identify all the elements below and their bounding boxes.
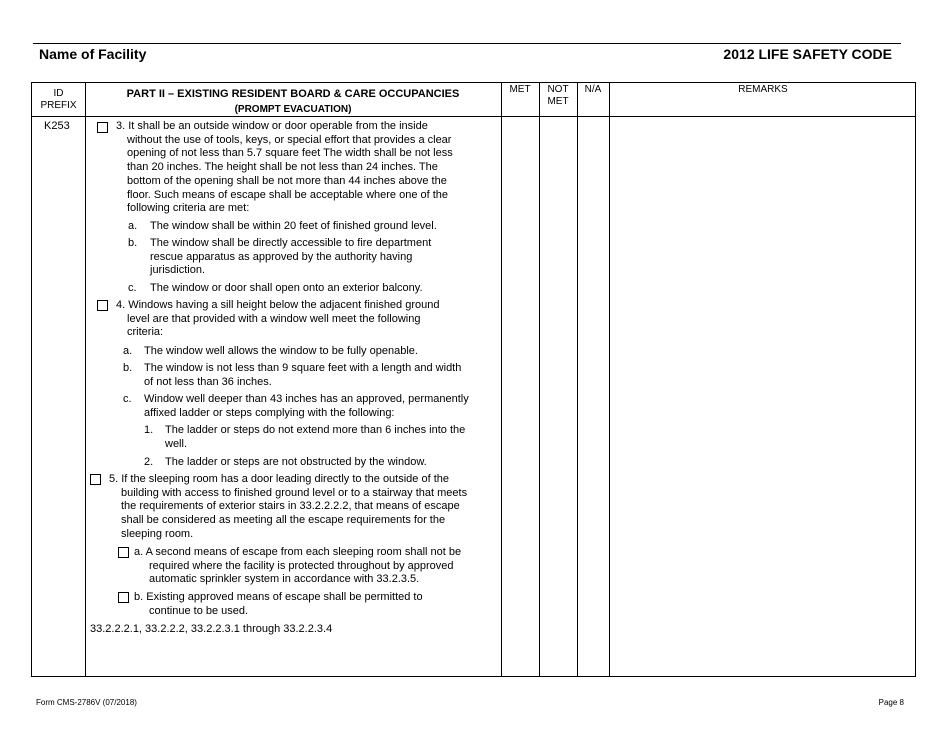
item-5-checkbox[interactable] — [90, 474, 101, 485]
item-3c-text: The window or door shall open onto an exterior balcony. — [150, 282, 423, 294]
column-divider — [85, 83, 86, 676]
item-3b-line: The window shall be directly accessible to fire department — [150, 237, 432, 249]
item-5-line: shall be considered as meeting all the escape requirements for the — [121, 514, 446, 527]
item-3a-text: The window shall be within 20 feet of finished ground level. — [150, 220, 437, 232]
facility-name-label: Name of Facility — [39, 46, 147, 62]
item-4c-line: Window well deeper than 43 inches has an approved, permanently — [144, 393, 469, 405]
item-5a-line: a. A second means of escape from each sleeping room shall not be — [134, 546, 462, 558]
id-header-line1: ID — [53, 88, 64, 99]
form-number: Form CMS-2786V (07/2018) — [36, 698, 137, 707]
item-4b-letter: b. — [123, 362, 133, 374]
remarks-header: REMARKS — [738, 84, 788, 95]
item-4c2-number: 2. — [144, 456, 154, 468]
met-header: MET — [509, 84, 531, 95]
not-met-header-line1: NOT — [547, 84, 569, 95]
part-title: PART II – EXISTING RESIDENT BOARD & CARE OCCUPANCIES — [126, 88, 460, 100]
item-3-line: floor. Such means of escape shall be acceptable where one of the — [127, 188, 449, 201]
item-5a-line: required where the facility is protected throughout by approved — [149, 559, 454, 572]
column-divider — [609, 83, 610, 676]
item-3-line: without the use of tools, keys, or special effort that provides a clear — [127, 133, 452, 146]
item-3b-line: rescue apparatus as approved by the authority having — [150, 250, 413, 263]
item-3-line: 3. It shall be an outside window or door operable from the inside — [116, 120, 428, 132]
item-4c-letter: c. — [123, 393, 132, 405]
item-3c-letter: c. — [128, 282, 137, 294]
item-5b-line: continue to be used. — [149, 604, 249, 617]
code-title: 2012 LIFE SAFETY CODE — [723, 46, 892, 62]
item-4a-letter: a. — [123, 345, 133, 357]
item-4b-line: The window is not less than 9 square feet with a length and width — [144, 362, 462, 374]
item-5-line: sleeping room. — [121, 527, 194, 540]
item-3b-letter: b. — [128, 237, 138, 249]
item-3-line: opening of not less than 5.7 square feet The width shall be not less — [127, 147, 453, 160]
part-subtitle: (PROMPT EVACUATION) — [234, 104, 352, 115]
item-4c-line: affixed ladder or steps complying with the following: — [144, 406, 395, 419]
column-divider — [539, 83, 540, 676]
checklist-table — [31, 82, 916, 677]
item-3-checkbox[interactable] — [97, 122, 108, 133]
item-4-checkbox[interactable] — [97, 300, 108, 311]
item-3-line: than 20 inches. The height shall be not less than 24 inches. The — [127, 161, 438, 174]
item-3-line: bottom of the opening shall be not more than 44 inches above the — [127, 174, 447, 187]
not-met-header — [539, 84, 577, 108]
item-5b-line: b. Existing approved means of escape shall be permitted to — [134, 591, 423, 603]
na-header: N/A — [584, 84, 602, 95]
item-3a-letter: a. — [128, 220, 138, 232]
id-prefix-header — [32, 88, 85, 112]
item-5-line: 5. If the sleeping room has a door leading directly to the outside of the — [109, 473, 449, 485]
item-4a-text: The window well allows the window to be fully openable. — [144, 345, 418, 357]
item-5-line: the requirements of exterior stairs in 33.2.2.2.2, that means of escape — [121, 500, 460, 513]
item-3-line: following criteria are met: — [127, 202, 250, 215]
item-4-line: level are that provided with a window well meet the following — [127, 312, 421, 325]
header-rule — [33, 43, 901, 44]
item-5b-checkbox[interactable] — [118, 592, 129, 603]
item-4c1-number: 1. — [144, 424, 154, 436]
page-number: Page 8 — [878, 698, 904, 707]
item-5a-line: automatic sprinkler system in accordance with 33.2.3.5. — [149, 573, 420, 586]
item-5-line: building with access to finished ground level or to a stairway that meets — [121, 486, 468, 499]
code-references: 33.2.2.2.1, 33.2.2.2, 33.2.2.3.1 through 33.2.2.3.4 — [90, 623, 333, 635]
not-met-header-line2: MET — [547, 96, 569, 107]
item-4c1-line: well. — [165, 437, 188, 450]
item-4b-line: of not less than 36 inches. — [144, 375, 272, 388]
item-4c2-text: The ladder or steps are not obstructed by the window. — [165, 456, 427, 468]
k-tag-id: K253 — [44, 120, 70, 132]
item-3b-line: jurisdiction. — [150, 264, 206, 277]
item-4-line: 4. Windows having a sill height below the adjacent finished ground — [116, 299, 440, 311]
item-5a-checkbox[interactable] — [118, 547, 129, 558]
id-header-line2: PREFIX — [40, 100, 77, 111]
column-divider — [501, 83, 502, 676]
item-4-line: criteria: — [127, 326, 164, 339]
column-divider — [577, 83, 578, 676]
item-4c1-line: The ladder or steps do not extend more than 6 inches into the — [165, 424, 466, 436]
part-title-header — [86, 86, 500, 118]
